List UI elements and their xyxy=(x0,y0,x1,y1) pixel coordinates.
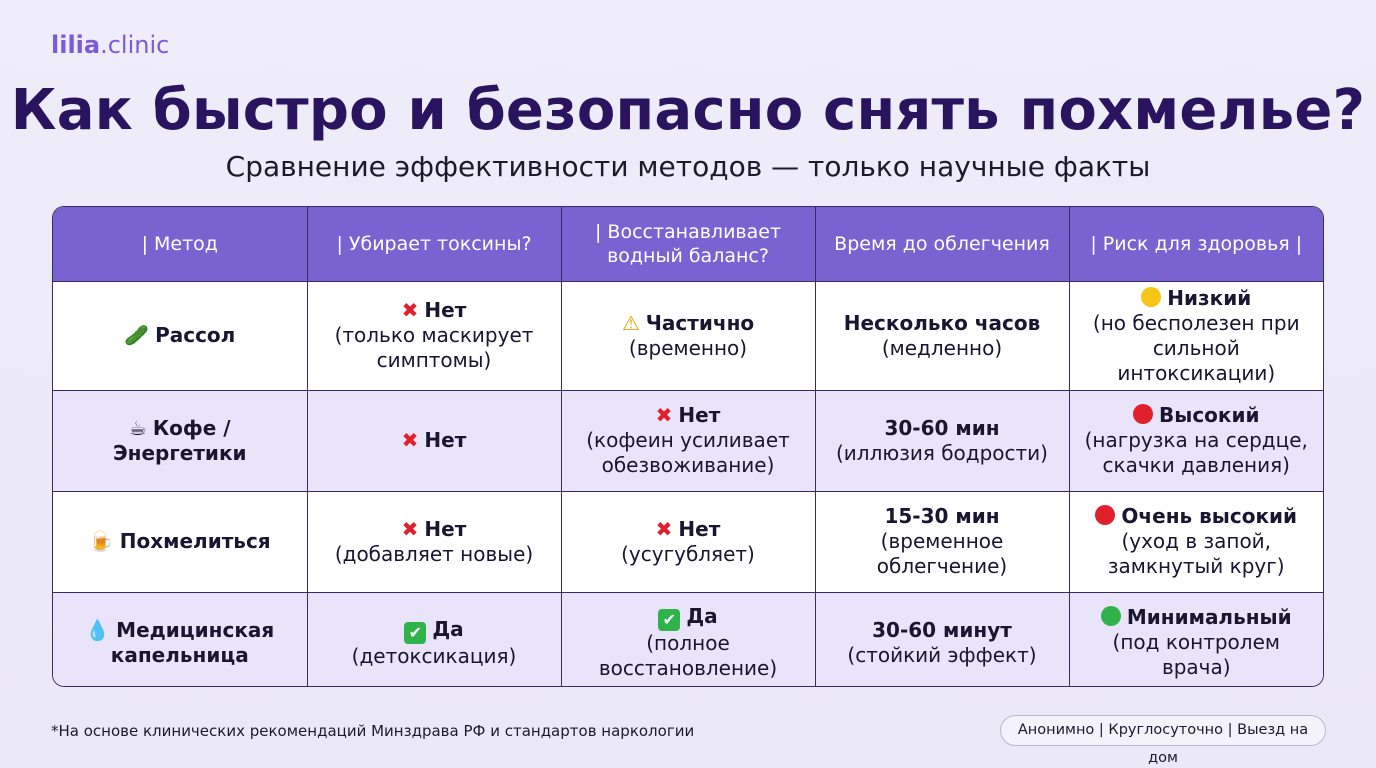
check-mark-icon: ✔ xyxy=(404,622,426,644)
cell-main-text: Нет xyxy=(424,428,467,452)
cell-main-text: Да xyxy=(686,604,718,629)
cell-method xyxy=(53,592,307,687)
cell-water xyxy=(561,390,815,491)
method-label: Кофе / Энергетики xyxy=(112,415,247,465)
cell-note: (добавляет новые) xyxy=(334,541,534,566)
cell-note: (кофеин усиливает обезвоживание) xyxy=(586,428,790,477)
cell-value xyxy=(314,617,555,644)
cell-risk xyxy=(1069,390,1323,491)
cross-mark-icon: ✖ xyxy=(401,298,419,322)
cell-main-text: Низкий xyxy=(1167,285,1252,310)
cell-note: (только маскирует симптомы) xyxy=(334,323,534,372)
cell-value xyxy=(314,517,555,542)
cell-main-text: Да xyxy=(432,616,464,641)
cell-method xyxy=(53,281,307,390)
red-circle-icon xyxy=(1095,505,1115,525)
table-row xyxy=(53,390,1323,491)
comparison-table xyxy=(52,206,1324,687)
cell-note: (стойкий эффект) xyxy=(847,642,1037,667)
cell-main-text: Нет xyxy=(424,516,467,541)
cell-note: (но бесполезен при сильной интоксикации) xyxy=(1092,310,1300,385)
table-header-row xyxy=(53,207,1323,281)
cell-main-text: 30-60 мин xyxy=(884,415,1000,440)
droplet-icon: 💧 xyxy=(85,617,111,642)
cross-mark-icon: ✖ xyxy=(401,428,419,452)
header-relief-time: Время до облегчения xyxy=(815,207,1069,281)
red-circle-icon xyxy=(1133,404,1153,424)
cell-value xyxy=(1076,403,1318,428)
cell-note: (временное облегчение) xyxy=(876,529,1008,578)
cell-main-text: Очень высокий xyxy=(1121,504,1298,528)
cell-time xyxy=(815,390,1069,491)
header-water-balance: | Восстанавливает водный баланс? xyxy=(561,207,815,281)
cell-note: (усугубляет) xyxy=(621,541,755,566)
cell-value xyxy=(568,517,809,542)
cell-value xyxy=(568,604,809,631)
cell-value xyxy=(1076,286,1318,311)
cell-value xyxy=(314,428,555,453)
method-label: Медицинская капельница xyxy=(110,617,275,667)
cell-water xyxy=(561,281,815,390)
brand-name-rest: .clinic xyxy=(100,31,170,59)
cell-main-text: Нет xyxy=(678,516,721,541)
cell-main-text: Высокий xyxy=(1158,403,1260,427)
cell-time xyxy=(815,281,1069,390)
cell-main-text: Частично xyxy=(645,310,755,335)
cell-note: (детоксикация) xyxy=(351,643,517,668)
cell-main-text: Несколько часов xyxy=(843,310,1041,335)
cell-risk xyxy=(1069,592,1323,687)
cell-time xyxy=(815,491,1069,592)
cell-water xyxy=(561,592,815,687)
page-subtitle: Сравнение эффективности методов — только научные факты xyxy=(225,150,1151,183)
cell-toxins xyxy=(307,281,561,390)
cucumber-icon: 🥒 xyxy=(124,323,150,347)
cell-toxins xyxy=(307,491,561,592)
cell-toxins xyxy=(307,592,561,687)
cell-main-text: 15-30 мин xyxy=(884,504,1000,528)
cell-main-text: 30-60 минут xyxy=(872,617,1012,642)
cell-value xyxy=(568,311,809,336)
cell-risk xyxy=(1069,491,1323,592)
footnote: *На основе клинических рекомендаций Минздрава РФ и стандартов наркологии xyxy=(51,722,695,740)
cell-note: (временно) xyxy=(628,335,748,360)
cell-note: (полное восстановление) xyxy=(598,631,778,681)
cell-water xyxy=(561,491,815,592)
header-toxins: | Убирает токсины? xyxy=(307,207,561,281)
service-badge: Анонимно | Круглосуточно | Выезд на дом xyxy=(1000,715,1326,746)
cell-note: (нагрузка на сердце, скачки давления) xyxy=(1084,428,1308,477)
page-title: Как быстро и безопасно снять похмелье? xyxy=(10,78,1366,143)
warning-icon: ⚠ xyxy=(621,310,640,335)
method-label: Рассол xyxy=(155,323,236,347)
cell-method xyxy=(53,390,307,491)
cell-note: (уход в запой, замкнутый круг) xyxy=(1107,529,1285,578)
cell-value xyxy=(1076,504,1318,529)
beer-mug-icon: 🍺 xyxy=(88,529,114,553)
cell-risk xyxy=(1069,281,1323,390)
yellow-circle-icon xyxy=(1141,287,1161,307)
green-circle-icon xyxy=(1101,606,1121,626)
check-mark-icon: ✔ xyxy=(658,609,680,631)
method-label: Похмелиться xyxy=(119,529,271,553)
cross-mark-icon: ✖ xyxy=(655,516,673,541)
cell-value xyxy=(314,298,555,323)
cell-method xyxy=(53,491,307,592)
header-method: | Метод xyxy=(53,207,307,281)
cross-mark-icon: ✖ xyxy=(401,516,419,541)
cell-note: (медленно) xyxy=(881,335,1003,360)
coffee-icon: ☕ xyxy=(128,415,147,440)
brand-name-bold: lilia xyxy=(51,31,101,59)
cell-toxins xyxy=(307,390,561,491)
cell-note: (иллюзия бодрости) xyxy=(835,440,1048,465)
cell-time xyxy=(815,592,1069,687)
cross-mark-icon: ✖ xyxy=(655,403,673,427)
cell-main-text: Минимальный xyxy=(1126,605,1292,630)
table-row xyxy=(53,281,1323,390)
cell-main-text: Нет xyxy=(424,298,467,322)
table-row xyxy=(53,592,1323,687)
cell-value xyxy=(568,403,809,428)
cell-value xyxy=(1076,605,1318,630)
brand-logo xyxy=(51,31,169,59)
table-row xyxy=(53,491,1323,592)
cell-note: (под контролем врача) xyxy=(1112,630,1280,680)
cell-main-text: Нет xyxy=(678,403,721,427)
header-health-risk: | Риск для здоровья | xyxy=(1069,207,1323,281)
